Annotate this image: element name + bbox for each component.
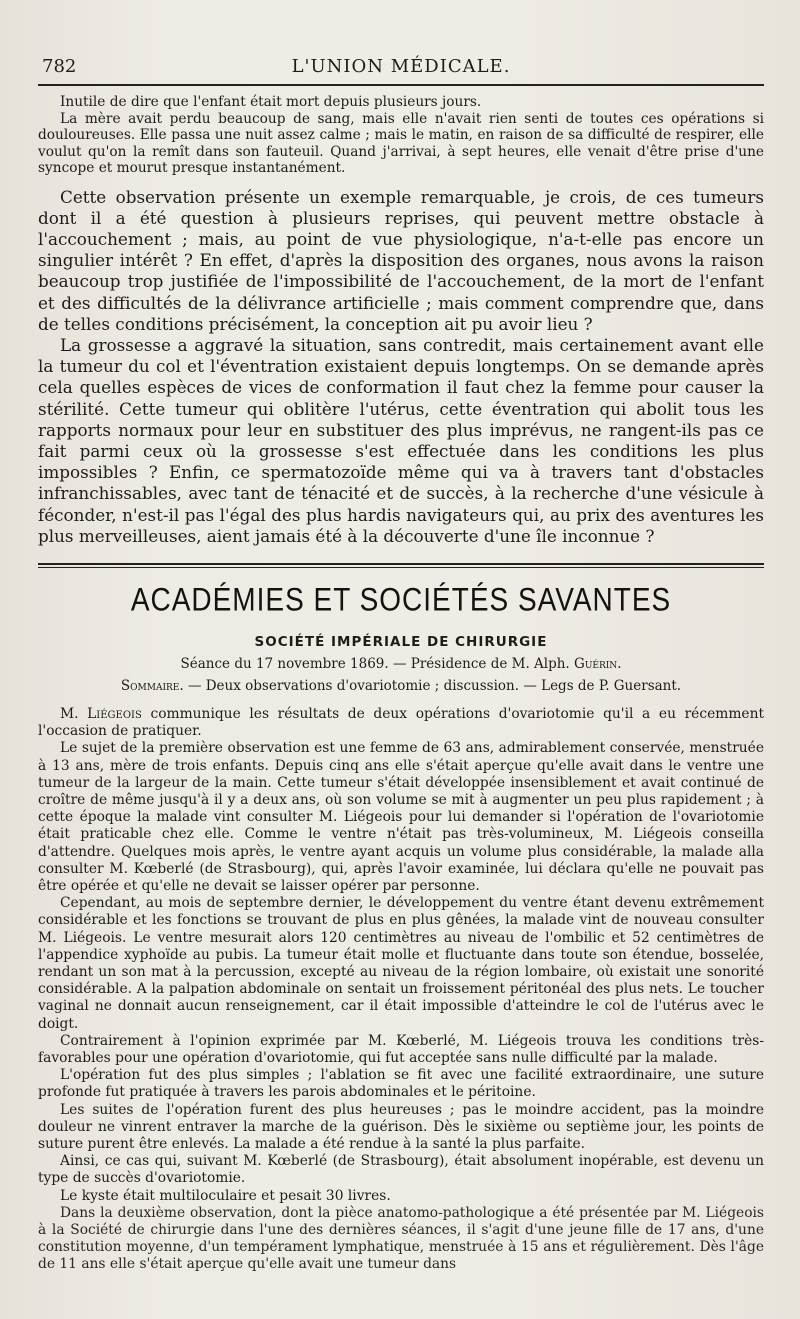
commentary — [38, 187, 764, 547]
paragraph: La mère avait perdu beaucoup de sang, mais elle n'avait rien senti de toutes ces opérations si douloureuses. Elle passa une nuit assez calme ; mais le matin, en raison de sa difficulté de respirer, elle voulut qu'on la remît dans son fauteuil. Quand j'arrivai, à sept heures, elle venait d'être prise d'une syncope et mourut presque instantanément. — [38, 110, 764, 176]
session-prefix: Séance du 17 novembre 1869. — Présidence de M. Alph. — [180, 655, 575, 672]
summary-text: . — Deux observations d'ovariotomie ; discussion. — Legs de P. Guersant. — [179, 677, 682, 694]
paragraph: Cependant, au mois de septembre dernier, le développement du ventre étant devenu extrêmement considérable et les fonctions se trouvant de plus en plus gênées, la malade vint de nouveau consulter M. Liégeois. Le ventre mesurait alors 120 centimètres au niveau de l'ombilic et 52 centimètres de l'appendice xyphoïde au pubis. La tumeur était molle et fluctuante dans toute son étendue, bosselée, rendant un son mat à la percussion, excepté au niveau de la région lombaire, où existait une sonorité considérable. A la palpation abdominale on sentait un froissement péritonéal des plus nets. Le toucher vaginal ne donnait aucun renseignement, car il était impossible d'atteindre le col de l'utérus avec le doigt. — [38, 895, 764, 1032]
speaker-name: Liégeois — [87, 705, 142, 722]
summary-label: Sommaire — [120, 677, 180, 694]
paragraph: Contrairement à l'opinion exprimée par M. Kœberlé, M. Liégeois trouva les conditions très-favorables pour une opération d'ovariotomie, qui fut acceptée sans nulle difficulté par la malade. — [38, 1032, 764, 1067]
paragraph: Inutile de dire que l'enfant était mort depuis plusieurs jours. — [60, 94, 482, 110]
paragraph — [38, 706, 764, 740]
paragraph: Ainsi, ce cas qui, suivant M. Kœberlé (de Strasbourg), était absolument inopérable, est devenu un type de succès d'ovariotomie. — [38, 1153, 764, 1187]
session-line — [38, 656, 764, 672]
session-president: Guérin — [574, 655, 618, 672]
report-body — [38, 706, 764, 1274]
paragraph-lead: M. — [60, 705, 88, 722]
paragraph: Le kyste était multiloculaire et pesait 30 livres. — [60, 1187, 391, 1204]
running-head — [38, 50, 764, 86]
session-suffix: . — [617, 655, 622, 672]
page-number: 782 — [42, 56, 77, 77]
section-heading: ACADÉMIES ET SOCIÉTÉS SAVANTES — [130, 581, 672, 618]
paragraph: L'opération fut des plus simples ; l'ablation se fit avec une facilité extraordinaire, une suture profonde fut pratiquée à travers les parois abdominales et le péritoine. — [38, 1067, 764, 1101]
paragraph: Dans la deuxième observation, dont la pièce anatomo-pathologique a été présentée par M. Liégeois à la Société de chirurgie dans l'une des dernières séances, il s'agit d'une jeune fille de 17 ans, d'une constitution moyenne, d'un tempérament lymphatique, menstruée à 15 ans et régulièrement. Dès l'âge de 11 ans elle s'était aperçue qu'elle avait une tumeur dans — [38, 1204, 764, 1273]
society-name: SOCIÉTÉ IMPÉRIALE DE CHIRURGIE — [254, 633, 548, 650]
section-divider — [38, 563, 764, 568]
paragraph-text: communique les résultats de deux opérations d'ovariotomie qu'il a eu récemment l'occasion de pratiquer. — [38, 705, 764, 740]
case-conclusion — [38, 94, 764, 177]
paragraph: La grossesse a aggravé la situation, sans contredit, mais certainement avant elle la tumeur du col et l'éventration existaient depuis longtemps. On se demande après cela quelles espèces de vices de conformation il faut chez la femme pour causer la stérilité. Cette tumeur qui oblitère l'utérus, cette éventration qui abolit tous les rapports normaux pour leur en substituer des plus imprévus, ne rangent-ils pas ce fait parmi ceux où la grossesse s'est effectuée dans les conditions les plus impossibles ? Enfin, ce spermatozoïde même qui va à travers tant d'obstacles infranchissables, avec tant de ténacité et de succès, à la recherche d'une vésicule à féconder, n'est-il pas l'égal des plus hardis navigateurs qui, au prix des aventures les plus merveilleuses, aient jamais été à la découverte d'une île inconnue ? — [38, 334, 764, 546]
paragraph: Le sujet de la première observation est une femme de 63 ans, admirablement conservée, menstruée à 13 ans, mère de trois enfants. Depuis cinq ans elle s'était aperçue qu'elle avait dans le ventre une tumeur de la largeur de la main. Cette tumeur s'était développée insensiblement et avait continué de croître de même jusqu'à il y a deux ans, où son volume se mit à augmenter un peu plus rapidement ; à cette époque la malade vint consulter M. Liégeois pour lui demander si l'opération de l'ovariotomie était praticable chez elle. Comme le ventre n'était pas très-volumineux, M. Liégeois conseilla d'attendre. Quelques mois après, le ventre ayant acquis un volume plus considérable, la malade alla consulter M. Kœberlé (de Strasbourg), qui, après l'avoir examinée, lui déclara qu'elle ne pouvait pas être opérée et qu'elle ne devait se laisser opérer par personne. — [38, 740, 764, 894]
summary-line — [38, 678, 764, 694]
paragraph: Les suites de l'opération furent des plus heureuses ; pas le moindre accident, pas la moindre douleur ne vinrent entraver la marche de la guérison. Dès le sixième ou septième jour, les points de suture purent être enlevés. La malade a été rendue à la santé la plus parfaite. — [38, 1101, 764, 1153]
paragraph: Cette observation présente un exemple remarquable, je crois, de ces tumeurs dont il a été question à plusieurs reprises, qui peuvent mettre obstacle à l'accouchement ; mais, au point de vue physiologique, n'a-t-elle pas encore un singulier intérêt ? En effet, d'après la disposition des organes, nous avons la raison beaucoup trop justifiée de l'impossibilité de l'accouchement, de la mort de l'enfant et des difficultés de la délivrance artificielle ; mais comment comprendre que, dans de telles conditions précisément, la conception ait pu avoir lieu ? — [38, 186, 764, 334]
journal-title: L'UNION MÉDICALE. — [291, 56, 511, 77]
